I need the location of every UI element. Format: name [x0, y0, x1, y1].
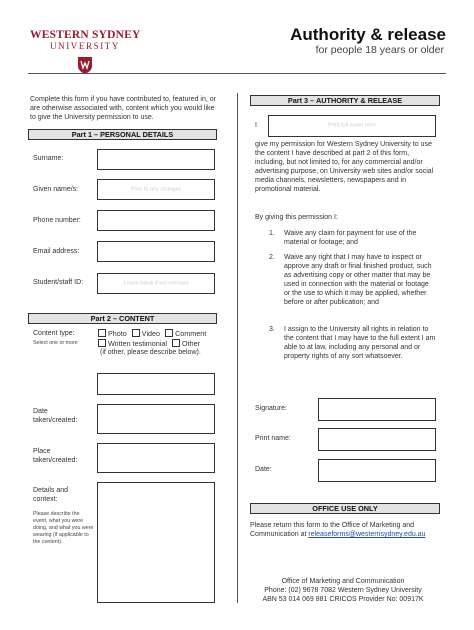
comment-checkbox[interactable]: [165, 329, 173, 337]
date-taken-label: Date taken/created:: [33, 408, 78, 424]
print-name-field[interactable]: [318, 428, 436, 451]
other-label: Other: [181, 339, 200, 348]
student-id-field[interactable]: [97, 273, 215, 294]
part1-heading: Part 1 – PERSONAL DETAILS: [28, 129, 217, 140]
surname-field[interactable]: [97, 149, 215, 170]
signature-field[interactable]: [318, 398, 436, 421]
video-label: Video: [141, 329, 161, 338]
written-testimonial-label: Written testimonial: [108, 339, 167, 348]
office-use-heading: OFFICE USE ONLY: [250, 503, 440, 514]
place-taken-field[interactable]: [97, 443, 215, 473]
footer-line-2: Phone: (02) 9678 7082 Western Sydney University: [264, 587, 422, 595]
return-instructions: [250, 522, 440, 540]
comment-label: Comment: [175, 329, 207, 338]
phone-field[interactable]: [97, 210, 215, 231]
footer-line-1: Office of Marketing and Communication: [281, 578, 405, 585]
full-name-placeholder: Print full name here: [328, 122, 376, 129]
by-giving-text: By giving this permission I:: [255, 214, 338, 221]
return-email-link[interactable]: releaseforms@westernsydney.edu.au: [308, 530, 426, 538]
signature-label: Signature:: [255, 405, 287, 412]
print-name-label: Print name:: [255, 435, 291, 442]
given-names-placeholder: Prior to any changes: [130, 186, 182, 193]
date-field[interactable]: [318, 459, 436, 482]
content-type-row-1: [98, 329, 209, 338]
student-id-label: Student/staff ID:: [33, 279, 84, 286]
given-names-field[interactable]: [97, 179, 215, 200]
logo-name-line1: WESTERN SYDNEY: [30, 29, 141, 41]
column-divider: [237, 93, 238, 603]
photo-checkbox[interactable]: [98, 329, 106, 337]
other-note: (if other, please describe below).: [100, 349, 201, 356]
details-note: Please describe the event, what you were doing, and what you were wearing (if applicable to the content).: [33, 511, 94, 545]
part2-heading: Part 2 – CONTENT: [28, 313, 217, 324]
email-field[interactable]: [97, 241, 215, 262]
footer-line-3: ABN 53 014 069 881 CRICOS Provider No: 00917K: [262, 596, 424, 604]
phone-label: Phone number:: [33, 217, 81, 224]
other-checkbox[interactable]: [172, 339, 180, 347]
intro-text: Complete this form if you have contributed to, featured in, or are otherwise associated with, content which you would like to give the University permission to use.: [30, 96, 216, 121]
photo-label: Photo: [108, 329, 127, 338]
full-name-field[interactable]: [268, 115, 436, 137]
permission-text: give my permission for Western Sydney University to use the content I have described at part 2 of this form, including, but not limited to, for any commercial and/or advertising purpose, on University web sites and/or social media channels, newsletters, newspapers and in promotional material.: [255, 141, 434, 193]
given-names-label: Given name/s:: [33, 186, 79, 193]
details-label: Details and context:: [33, 487, 69, 503]
return-text: Please return this form to the Office of Marketing and Communication at: [250, 522, 415, 538]
footer: [252, 577, 434, 604]
document-subtitle: for people 18 years or older: [315, 44, 444, 56]
date-taken-field[interactable]: [97, 404, 215, 434]
part3-heading: Part 3 – AUTHORITY & RELEASE: [250, 95, 440, 106]
details-field[interactable]: [97, 482, 215, 603]
place-taken-label: Place taken/created:: [33, 448, 78, 464]
item-3-text: I assign to the University all rights in relation to the content that I may have to the full extent I am able to at law, including any personal and or property rights of any sort whatsoever.: [284, 326, 436, 360]
header-divider: [28, 73, 446, 74]
content-type-row-2: [98, 339, 203, 348]
content-type-note: Select one or more: [33, 340, 78, 346]
student-id-placeholder: Leave blank if not relevant: [123, 280, 189, 287]
item-1-text: Waive any claim for payment for use of the material or footage; and: [284, 230, 417, 246]
other-description-field[interactable]: [97, 373, 215, 395]
surname-label: Surname:: [33, 155, 64, 162]
item-2-number: 2.: [269, 254, 275, 261]
email-label: Email address:: [33, 248, 80, 255]
date-label: Date:: [255, 466, 272, 473]
content-type-label: Content type:: [33, 330, 75, 337]
university-logo: [30, 28, 140, 77]
item-3-number: 3.: [269, 326, 275, 333]
document-title: Authority & release: [290, 25, 446, 44]
item-1-number: 1.: [269, 230, 275, 237]
item-2-text: Waive any right that I may have to inspect or approve any draft or final finished product, such as advertising copy or other matter that may be used in connection with the material or footage or the use to which it may be applied, whether before or after publication; and: [284, 254, 432, 306]
crest-icon: [78, 57, 92, 74]
logo-name-line2: UNIVERSITY: [50, 41, 120, 52]
video-checkbox[interactable]: [132, 329, 140, 337]
i-label: I: [255, 122, 257, 129]
written-testimonial-checkbox[interactable]: [98, 339, 106, 347]
